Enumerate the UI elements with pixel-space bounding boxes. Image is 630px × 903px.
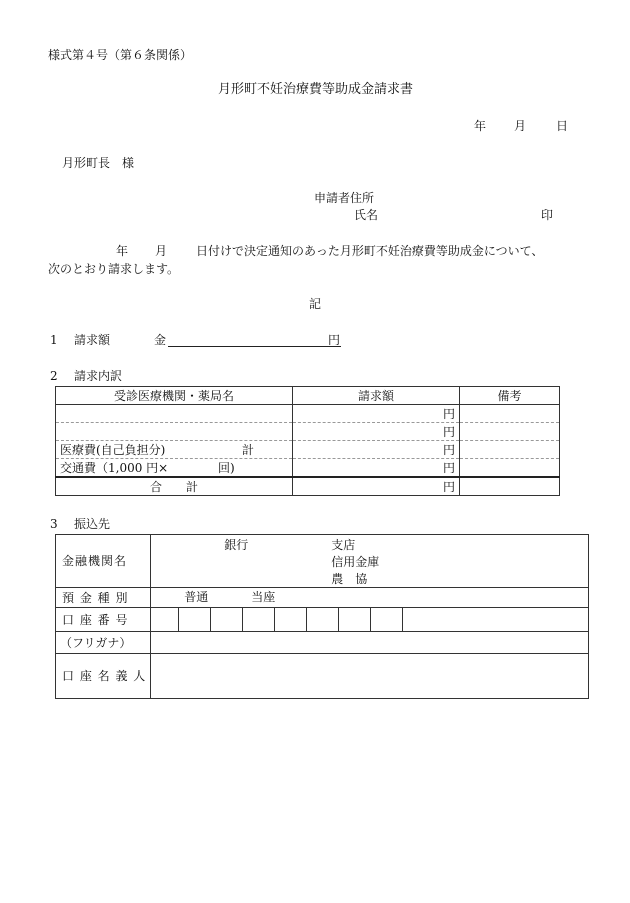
institution-row [56, 535, 589, 588]
deposit-type-row [56, 588, 589, 608]
grand-total-label: 合 計 [56, 477, 293, 496]
account-digit-box[interactable] [211, 608, 243, 631]
institution-cell[interactable] [151, 535, 589, 588]
table-header-row [56, 387, 560, 405]
account-digit-box[interactable] [371, 608, 403, 631]
section2-number: 2 [50, 369, 58, 383]
holder-row [56, 654, 589, 699]
amount-cell[interactable] [293, 405, 460, 423]
section2-label: 請求内訳 [74, 369, 123, 383]
furigana-row [56, 632, 589, 654]
medical-total-label: 計 [242, 442, 255, 457]
table-row [56, 423, 560, 441]
amount-underline [168, 346, 341, 347]
section3-number: 3 [50, 517, 58, 531]
claim-breakdown-table [55, 386, 560, 496]
yen-label: 円 [442, 479, 455, 494]
bank-label: 銀行 [224, 538, 249, 552]
yen-label: 円 [442, 460, 455, 475]
furigana-cell[interactable] [151, 632, 589, 654]
body-month: 月 [155, 244, 168, 258]
deposit-type-label: 預 金 種 別 [56, 588, 151, 608]
institution-cell[interactable] [56, 405, 293, 423]
amount-kin: 金 [154, 333, 167, 347]
transport-times-label: 回) [218, 460, 235, 475]
header-amount: 請求額 [293, 387, 460, 405]
remarks-cell[interactable] [460, 423, 560, 441]
medical-label-cell [56, 441, 293, 459]
header-remarks: 備考 [460, 387, 560, 405]
remarks-cell[interactable] [460, 477, 560, 496]
section1-number: 1 [50, 333, 58, 347]
institution-cell[interactable] [56, 423, 293, 441]
transport-label: 交通費（1,000 円× [60, 460, 169, 475]
medical-row [56, 441, 560, 459]
transport-label-cell [56, 459, 293, 478]
credit-union-label: 信用金庫 [331, 555, 380, 569]
deposit-type-cell[interactable] [151, 588, 589, 608]
body-line2: 次のとおり請求します。 [48, 262, 180, 276]
account-digit-box[interactable] [307, 608, 339, 631]
amount-cell[interactable] [293, 423, 460, 441]
holder-label: 口 座 名 義 人 [56, 654, 151, 699]
agri-coop-label: 農 協 [331, 572, 368, 586]
account-number-row [56, 608, 589, 632]
grand-total-row [56, 477, 560, 496]
account-digit-box[interactable] [339, 608, 371, 631]
date-month: 月 [514, 119, 527, 133]
medical-label: 医療費(自己負担分) [60, 442, 166, 457]
account-digit-box[interactable] [243, 608, 275, 631]
body-year: 年 [116, 244, 129, 258]
remarks-cell[interactable] [460, 405, 560, 423]
account-number-label: 口 座 番 号 [56, 608, 151, 632]
yen-label: 円 [442, 442, 455, 457]
ki-mark: 記 [309, 297, 322, 311]
account-number-boxes [151, 608, 588, 631]
applicant-address-label: 申請者住所 [314, 191, 375, 205]
transport-row [56, 459, 560, 478]
addressee: 月形町長 様 [62, 156, 135, 170]
header-institution: 受診医療機関・薬局名 [56, 387, 293, 405]
yen-label: 円 [442, 406, 455, 421]
remarks-cell[interactable] [460, 459, 560, 478]
furigana-label: （フリガナ） [56, 632, 151, 654]
body-line1: 日付けで決定通知のあった月形町不妊治療費等助成金について、 [196, 244, 544, 258]
branch-label: 支店 [331, 538, 356, 552]
holder-cell[interactable] [151, 654, 589, 699]
amount-cell[interactable] [293, 459, 460, 478]
amount-cell[interactable] [293, 441, 460, 459]
table-row [56, 405, 560, 423]
grand-total-amount-cell[interactable] [293, 477, 460, 496]
seal-mark: 印 [541, 208, 554, 222]
date-year: 年 [474, 119, 487, 133]
account-number-cell [151, 608, 589, 632]
institution-label: 金融機関名 [56, 535, 151, 588]
transfer-destination-table [55, 534, 589, 699]
form-number: 様式第４号（第６条関係） [48, 48, 193, 62]
document-title: 月形町不妊治療費等助成金請求書 [218, 82, 414, 97]
account-digit-box[interactable] [178, 608, 211, 631]
ordinary-option[interactable]: 普通 [184, 590, 209, 604]
yen-label: 円 [442, 424, 455, 439]
amount-yen: 円 [328, 333, 341, 347]
remarks-cell[interactable] [460, 441, 560, 459]
current-option[interactable]: 当座 [251, 590, 276, 604]
section1-label: 請求額 [74, 333, 111, 347]
date-day: 日 [556, 119, 569, 133]
section3-label: 振込先 [74, 517, 111, 531]
applicant-name-label: 氏名 [354, 208, 379, 222]
account-digit-box[interactable] [275, 608, 307, 631]
